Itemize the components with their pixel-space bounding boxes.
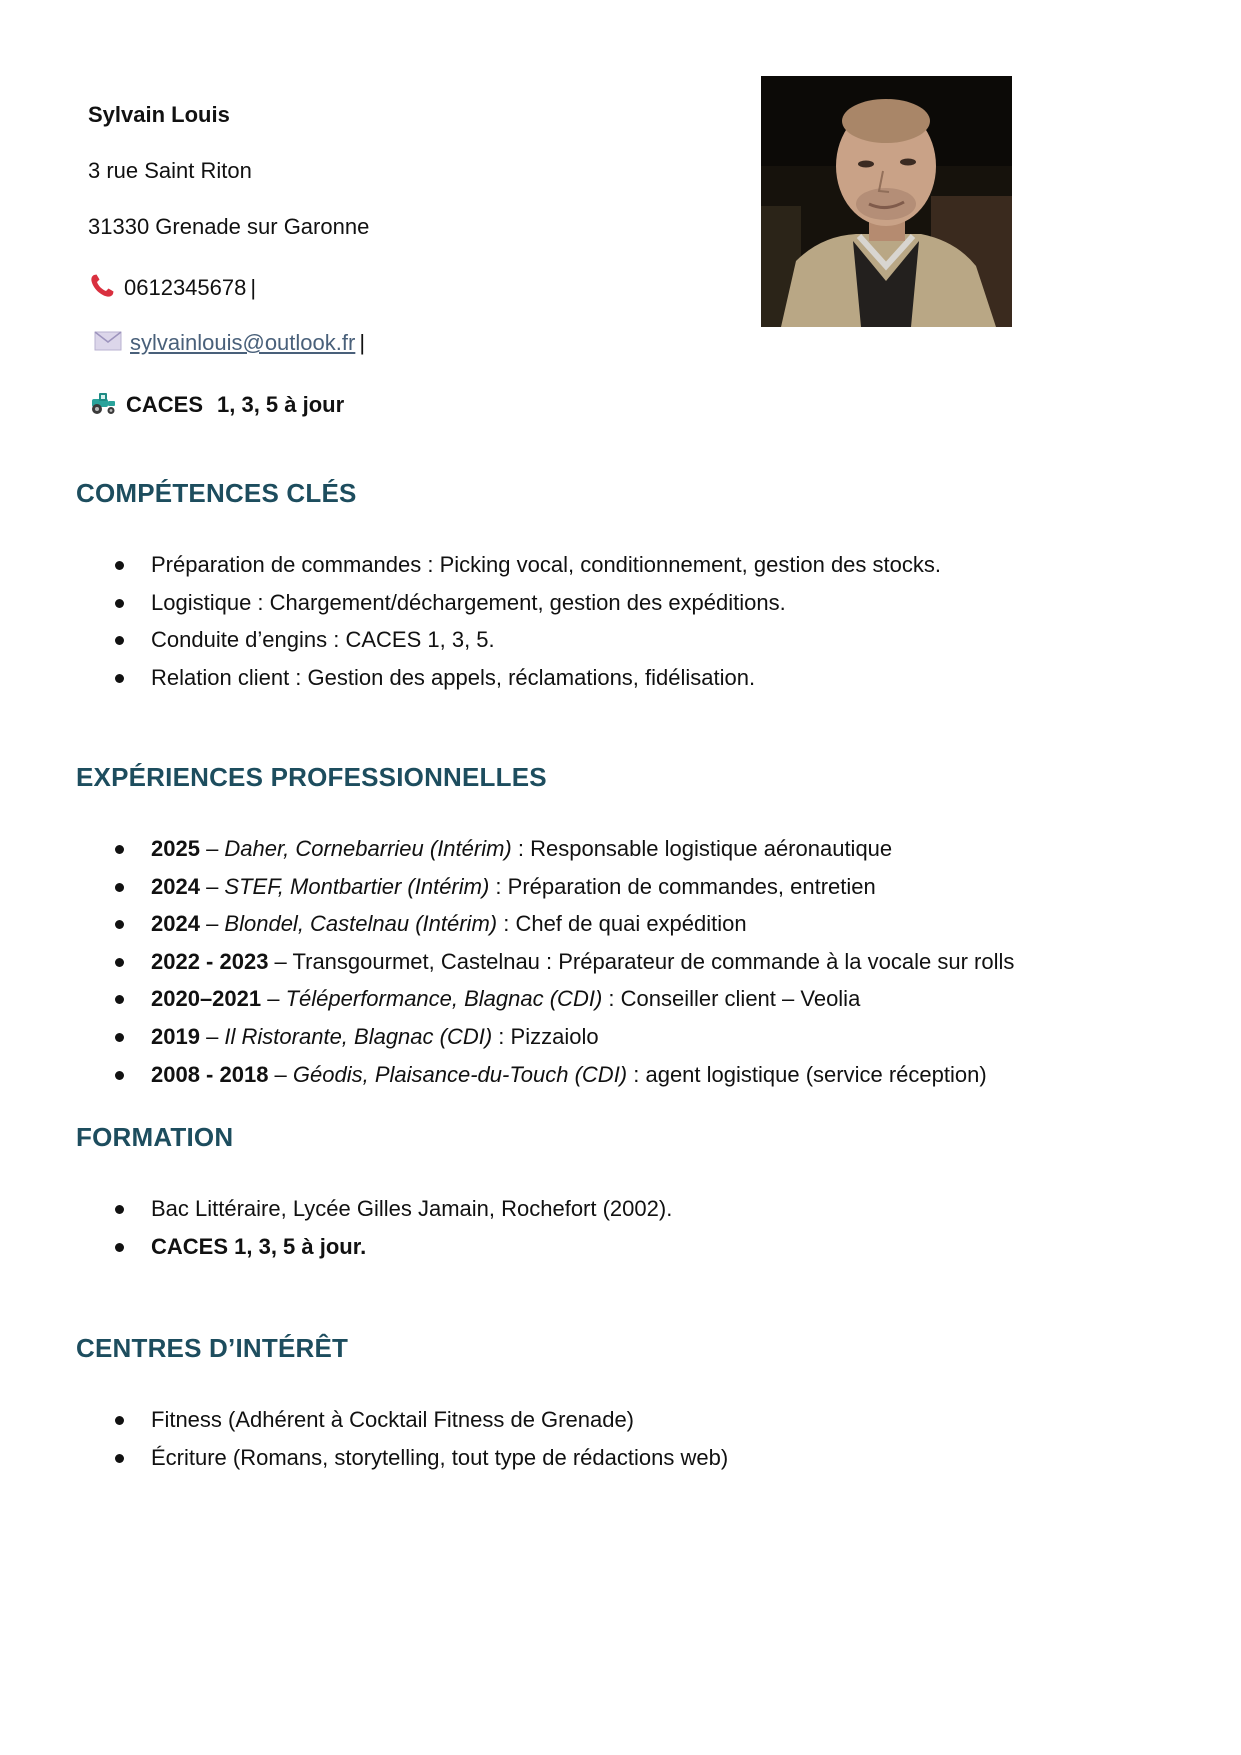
bullet xyxy=(115,958,124,967)
list-item xyxy=(111,621,941,659)
dash: – xyxy=(199,873,225,899)
experience-company: Téléperformance, Blagnac (CDI) xyxy=(285,986,603,1012)
bullet xyxy=(115,1454,124,1463)
experiences-list xyxy=(111,830,1014,1093)
dash: – xyxy=(199,911,225,937)
list-item-text: Relation client : Gestion des appels, réclamations, fidélisation. xyxy=(151,664,756,690)
list-item-text: Bac Littéraire, Lycée Gilles Jamain, Rochefort (2002). xyxy=(151,1196,673,1221)
formation-list xyxy=(111,1190,672,1265)
interets-list xyxy=(111,1401,728,1476)
bullet xyxy=(115,674,124,683)
experience-company: Blondel, Castelnau (Intérim) xyxy=(224,911,498,937)
caces-label: CACES xyxy=(126,391,204,417)
experience-role: : Conseiller client – Veolia xyxy=(602,986,861,1012)
experience-company: Daher, Cornebarrieu (Intérim) xyxy=(224,836,512,861)
street-address: 3 rue Saint Riton xyxy=(88,158,252,183)
section-title-competences: COMPÉTENCES CLÉS xyxy=(76,478,357,508)
experience-year: 2008 - 2018 xyxy=(151,1061,269,1087)
list-item-text: Écriture (Romans, storytelling, tout type de rédactions web) xyxy=(151,1444,729,1470)
section-title-interets: CENTRES D’INTÉRÊT xyxy=(76,1333,349,1363)
dash: – xyxy=(199,1023,225,1049)
bullet xyxy=(115,1033,124,1042)
list-item-text: Préparation de commandes : Picking vocal, conditionnement, gestion des stocks. xyxy=(151,552,941,577)
experience-item xyxy=(111,1056,1014,1094)
experience-company: STEF, Montbartier (Intérim) xyxy=(224,873,490,899)
experience-year: 2022 - 2023 xyxy=(151,948,269,974)
caces-line xyxy=(88,390,344,422)
experience-role: : Pizzaiolo xyxy=(492,1023,599,1049)
experience-year: 2019 xyxy=(151,1023,200,1049)
experience-year: 2024 xyxy=(151,911,200,937)
experience-item xyxy=(111,980,1014,1018)
experience-item xyxy=(111,1018,1014,1056)
dash: – xyxy=(268,1061,293,1087)
experience-item xyxy=(111,943,1014,981)
bullet xyxy=(115,995,124,1004)
list-item xyxy=(111,546,941,584)
list-item-text: Conduite d’engins : CACES 1, 3, 5. xyxy=(151,627,495,653)
list-item xyxy=(111,1401,728,1439)
envelope-icon xyxy=(94,330,122,358)
list-item xyxy=(111,1190,672,1228)
experience-year: 2020–2021 xyxy=(151,986,262,1012)
experience-year: 2025 xyxy=(151,836,200,861)
bullet xyxy=(115,599,124,608)
phone-icon xyxy=(88,272,116,306)
separator: | xyxy=(250,274,257,300)
bullet xyxy=(115,883,124,892)
experience-role: : Responsable logistique aéronautique xyxy=(511,836,893,861)
experience-role: : Chef de quai expédition xyxy=(497,911,747,937)
bullet xyxy=(115,1416,124,1425)
experience-year: 2024 xyxy=(151,873,200,899)
experience-item xyxy=(111,830,1014,868)
section-title-experiences: EXPÉRIENCES PROFESSIONNELLES xyxy=(76,762,547,792)
list-item xyxy=(111,659,941,697)
dash: – xyxy=(199,836,225,861)
experience-company: Géodis, Plaisance-du-Touch (CDI) xyxy=(292,1061,628,1087)
list-item xyxy=(111,584,941,622)
separator: | xyxy=(359,330,366,355)
bullet xyxy=(115,561,124,570)
experience-item xyxy=(111,905,1014,943)
experience-company: Il Ristorante, Blagnac (CDI) xyxy=(224,1023,493,1049)
full-name: Sylvain Louis xyxy=(88,102,230,127)
bullet xyxy=(115,1205,124,1214)
dash: – xyxy=(268,948,293,974)
bullet xyxy=(115,1243,124,1252)
experience-role: Transgourmet, Castelnau : Préparateur de commande à la vocale sur rolls xyxy=(292,948,1015,974)
profile-photo xyxy=(761,76,1012,327)
email-link[interactable]: sylvainlouis@outlook.fr xyxy=(130,330,356,355)
experience-role: : Préparation de commandes, entretien xyxy=(489,873,876,899)
section-title-formation: FORMATION xyxy=(76,1122,234,1152)
bullet xyxy=(115,845,124,854)
experience-item xyxy=(111,868,1014,906)
list-item-text: Fitness (Adhérent à Cocktail Fitness de Grenade) xyxy=(151,1407,635,1432)
caces-values: 1, 3, 5 à jour xyxy=(217,391,345,417)
experience-role: : agent logistique (service réception) xyxy=(627,1061,987,1087)
city-address: 31330 Grenade sur Garonne xyxy=(88,214,370,239)
list-item xyxy=(111,1439,728,1477)
competences-list xyxy=(111,546,941,696)
list-item xyxy=(111,1228,672,1266)
phone-number: 0612345678 xyxy=(124,274,247,300)
bullet xyxy=(115,636,124,645)
bullet xyxy=(115,920,124,929)
bullet xyxy=(115,1071,124,1080)
tractor-icon xyxy=(88,390,118,422)
phone-line xyxy=(88,272,256,306)
dash: – xyxy=(261,986,286,1012)
email-line xyxy=(88,330,365,358)
list-item-text: CACES 1, 3, 5 à jour. xyxy=(151,1233,367,1259)
list-item-text: Logistique : Chargement/déchargement, gestion des expéditions. xyxy=(151,589,786,615)
